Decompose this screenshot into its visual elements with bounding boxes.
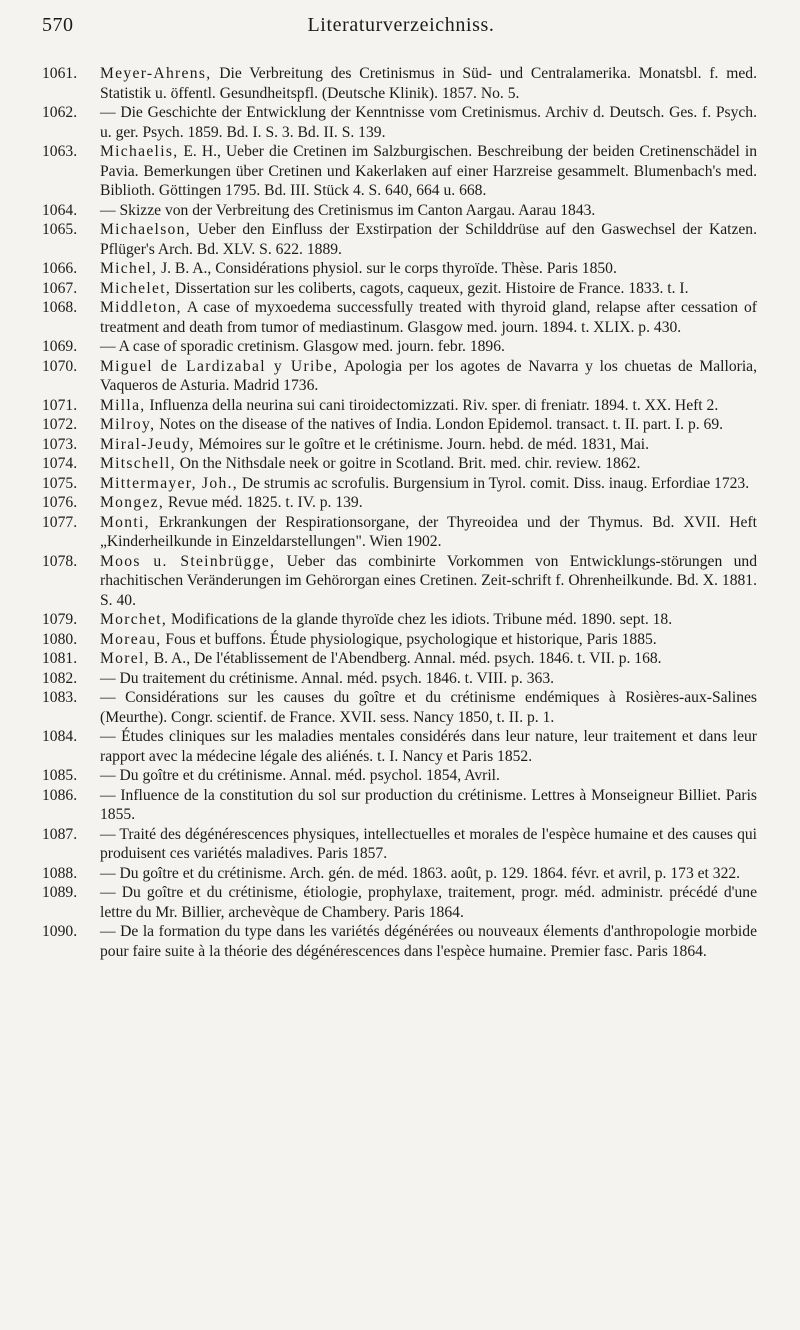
bibliography-entry	[42, 649, 757, 669]
entry-text: — Considérations sur les causes du goître et du crétinisme endémiques à Rosières-aux-Salines (Meurthe). Congr. scientif. de France. XVII. sess. Nancy 1850, t. II. p. 1.	[100, 689, 757, 726]
bibliography-entry	[42, 337, 757, 357]
entry-text: Modifications de la glande thyroïde chez les idiots. Tribune méd. 1890. sept. 18.	[167, 611, 673, 628]
entry-text: Revue méd. 1825. t. IV. p. 139.	[164, 494, 363, 511]
bibliography-entry	[42, 513, 757, 552]
entry-author: Moreau,	[100, 630, 162, 648]
entry-number: 1078.	[42, 552, 78, 570]
entry-text: E. H., Ueber die Cretinen im Salzburgischen. Beschreibung der beiden Cretinenschädel in Pavia. Bemerkungen über Cretinen und Kakerlaken auf einer Harzreise gesammelt. Blumenbach's med. Biblioth. Göttingen 1795. Bd. III. Stück 4. S. 640, 664 u. 668.	[100, 143, 757, 199]
bibliography-entry	[42, 864, 757, 884]
bibliography-entry	[42, 669, 757, 689]
entry-number: 1085.	[42, 767, 78, 784]
entry-number: 1076.	[42, 494, 78, 511]
bibliography-entry	[42, 415, 757, 435]
bibliography-entry	[42, 630, 757, 650]
running-title: Literaturverzeichniss.	[307, 14, 495, 36]
bibliography-entry	[42, 727, 757, 766]
entry-number: 1071.	[42, 396, 78, 414]
entry-author: Mongez,	[100, 494, 165, 511]
entry-text: A case of myxoedema successfully treated with thyroid gland, relapse after cessation of treatment and death from tumor of mediastinum. Glasgow med. journ. 1894. t. XLIX. p. 430.	[100, 299, 757, 336]
entry-author: Morel,	[100, 650, 150, 667]
bibliography-entry	[42, 357, 757, 396]
entry-number: 1089.	[42, 884, 78, 901]
entry-number: 1062.	[42, 104, 78, 121]
entry-number: 1074.	[42, 455, 78, 472]
entry-number: 1068.	[42, 299, 78, 316]
entry-number: 1067.	[42, 279, 78, 297]
entry-text: On the Nithsdale neek or goitre in Scotland. Brit. med. chir. review. 1862.	[175, 455, 641, 472]
entry-number: 1077.	[42, 513, 78, 531]
entry-number: 1064.	[42, 201, 78, 219]
entry-number: 1083.	[42, 689, 78, 706]
entry-text: Ueber das combinirte Vorkommen von Entwicklungs-störungen und rhachitischen Veränderungen im Gehörorgan eines Cretinen. Zeit-schrift f. Ohrenheilkunde. Bd. X. 1881. S. 40.	[100, 552, 757, 609]
entry-text: Dissertation sur les coliberts, cagots, caqueux, gezit. Histoire de France. 1833. t. I.	[171, 279, 689, 297]
entry-number: 1090.	[42, 923, 78, 940]
entry-author: Michaelis,	[100, 143, 179, 160]
entry-number: 1066.	[42, 260, 78, 277]
entry-number: 1084.	[42, 728, 78, 745]
entry-author: Miral-Jeudy,	[100, 435, 195, 453]
bibliography-entry	[42, 688, 757, 727]
entry-text: — Skizze von der Verbreitung des Cretinismus im Canton Aargau. Aarau 1843.	[100, 201, 596, 219]
entry-number: 1073.	[42, 435, 78, 453]
bibliography-entry	[42, 435, 757, 455]
entry-text: — Influence de la constitution du sol sur production du crétinisme. Lettres à Monseigneur Billiet. Paris 1855.	[100, 786, 757, 823]
entry-number: 1082.	[42, 669, 78, 687]
entry-author: Milroy,	[100, 416, 156, 433]
page-header	[42, 14, 760, 44]
bibliography-entry	[42, 298, 757, 337]
entry-text: J. B. A., Considérations physiol. sur le corps thyroïde. Thèse. Paris 1850.	[157, 260, 617, 277]
entry-author: Meyer-Ahrens,	[100, 65, 212, 82]
entry-text: — Du goître et du crétinisme, étiologie, prophylaxe, traitement, progr. méd. administr. précédé d'une lettre du Mr. Billier, archevèque de Chambery. Paris 1864.	[100, 884, 757, 921]
bibliography-entry	[42, 474, 757, 494]
entry-number: 1065.	[42, 221, 78, 238]
entry-author: Monti,	[100, 513, 150, 531]
entry-text: — Du traitement du crétinisme. Annal. méd. psych. 1846. t. VIII. p. 363.	[100, 669, 555, 687]
entry-number: 1069.	[42, 338, 78, 355]
entry-text: Influenza della neurina sui cani tiroidectomizzati. Riv. sper. di freniatr. 1894. t. XX. Heft 2.	[145, 396, 719, 414]
entry-text: — Traité des dégénérescences physiques, intellectuelles et morales de l'espèce humaine et des causes qui produisent ces variétés maladives. Paris 1857.	[100, 825, 757, 862]
bibliography-entry	[42, 552, 757, 611]
entry-author: Moos u. Steinbrügge,	[100, 552, 276, 570]
entry-author: Miguel de Lardizabal y Uribe,	[100, 357, 339, 375]
entry-text: De strumis ac scrofulis. Burgensium in Tyrol. comit. Diss. inaug. Erfordiae 1723.	[237, 474, 750, 492]
entry-text: Erkrankungen der Respirationsorgane, der Thyreoidea und der Thymus. Bd. XVII. Heft „Kinderheilkunde in Einzeldarstellungen". Wien 1902.	[100, 513, 757, 550]
bibliography-entry	[42, 220, 757, 259]
entry-text: Ueber den Einfluss der Exstirpation der Schilddrüse auf den Gaswechsel der Katzen. Pflüger's Arch. Bd. XLV. S. 622. 1889.	[100, 221, 757, 258]
bibliography-entry	[42, 610, 757, 630]
bibliography-entry	[42, 396, 757, 416]
entry-number: 1086.	[42, 786, 78, 804]
entry-text: — A case of sporadic cretinism. Glasgow med. journ. febr. 1896.	[100, 338, 505, 355]
entry-number: 1063.	[42, 143, 78, 160]
page-number: 570	[42, 14, 74, 36]
entry-number: 1061.	[42, 65, 78, 82]
entry-text: Fous et buffons. Étude physiologique, psychologique et historique, Paris 1885.	[161, 630, 657, 648]
bibliography-entry	[42, 493, 757, 513]
bibliography-entry	[42, 103, 757, 142]
entry-number: 1080.	[42, 630, 78, 648]
entry-text: Mémoires sur le goître et le crétinisme. Journ. hebd. de méd. 1831, Mai.	[194, 435, 649, 453]
entry-number: 1088.	[42, 864, 78, 882]
bibliography-entry	[42, 64, 757, 103]
entry-number: 1081.	[42, 650, 78, 667]
bibliography-entry	[42, 786, 757, 825]
entry-author: Middleton,	[100, 299, 182, 316]
entry-author: Milla,	[100, 396, 146, 414]
entry-author: Michaelson,	[100, 221, 191, 238]
entry-author: Michelet,	[100, 279, 172, 297]
entry-text: B. A., De l'établissement de l'Abendberg. Annal. méd. psych. 1846. t. VII. p. 168.	[149, 650, 662, 667]
bibliography-entry	[42, 259, 757, 279]
entry-number: 1070.	[42, 357, 78, 375]
entry-text: Apologia per los agotes de Navarra y los chuetas de Malloria, Vaqueros de Asturia. Madrid 1736.	[100, 357, 757, 394]
bibliography-entry	[42, 142, 757, 201]
entry-number: 1079.	[42, 611, 78, 628]
entry-number: 1075.	[42, 474, 78, 492]
bibliography-entry	[42, 883, 757, 922]
bibliography-entry	[42, 825, 757, 864]
entry-text: — Du goître et du crétinisme. Annal. méd. psychol. 1854, Avril.	[100, 767, 500, 784]
entry-text: — De la formation du type dans les variétés dégénérées ou nouveaux élements d'anthropologie morbide pour faire suite à la théorie des dégénérescences dans l'espèce humaine. Premier fasc. Paris 1864.	[100, 923, 757, 960]
entry-text: — Études cliniques sur les maladies mentales considérés dans leur nature, leur traitement et dans leur rapport avec la médecine légale des aliénés. t. I. Nancy et Paris 1852.	[100, 728, 757, 765]
entry-author: Mitschell,	[100, 455, 176, 472]
bibliography-list	[42, 64, 757, 961]
bibliography-entry	[42, 766, 757, 786]
bibliography-entry	[42, 201, 757, 221]
entry-author: Michel,	[100, 260, 158, 277]
entry-text: Die Verbreitung des Cretinismus in Süd- und Centralamerika. Monatsbl. f. med. Statistik u. öffentl. Gesundheitspfl. (Deutsche Klinik). 1857. No. 5.	[100, 65, 757, 102]
bibliography-entry	[42, 454, 757, 474]
entry-author: Morchet,	[100, 611, 168, 628]
entry-author: Mittermayer, Joh.,	[100, 474, 238, 492]
entry-text: Notes on the disease of the natives of India. London Epidemol. transact. t. II. part. I. p. 69.	[155, 416, 724, 433]
bibliography-entry	[42, 922, 757, 961]
entry-text: — Du goître et du crétinisme. Arch. gén. de méd. 1863. août, p. 129. 1864. févr. et avril, p. 173 et 322.	[100, 864, 741, 882]
entry-number: 1087.	[42, 825, 78, 843]
entry-number: 1072.	[42, 416, 78, 433]
bibliography-entry	[42, 279, 757, 299]
entry-text: — Die Geschichte der Entwicklung der Kenntnisse vom Cretinismus. Archiv d. Deutsch. Ges. f. Psych. u. ger. Psych. 1859. Bd. I. S. 3. Bd. II. S. 139.	[100, 104, 757, 141]
